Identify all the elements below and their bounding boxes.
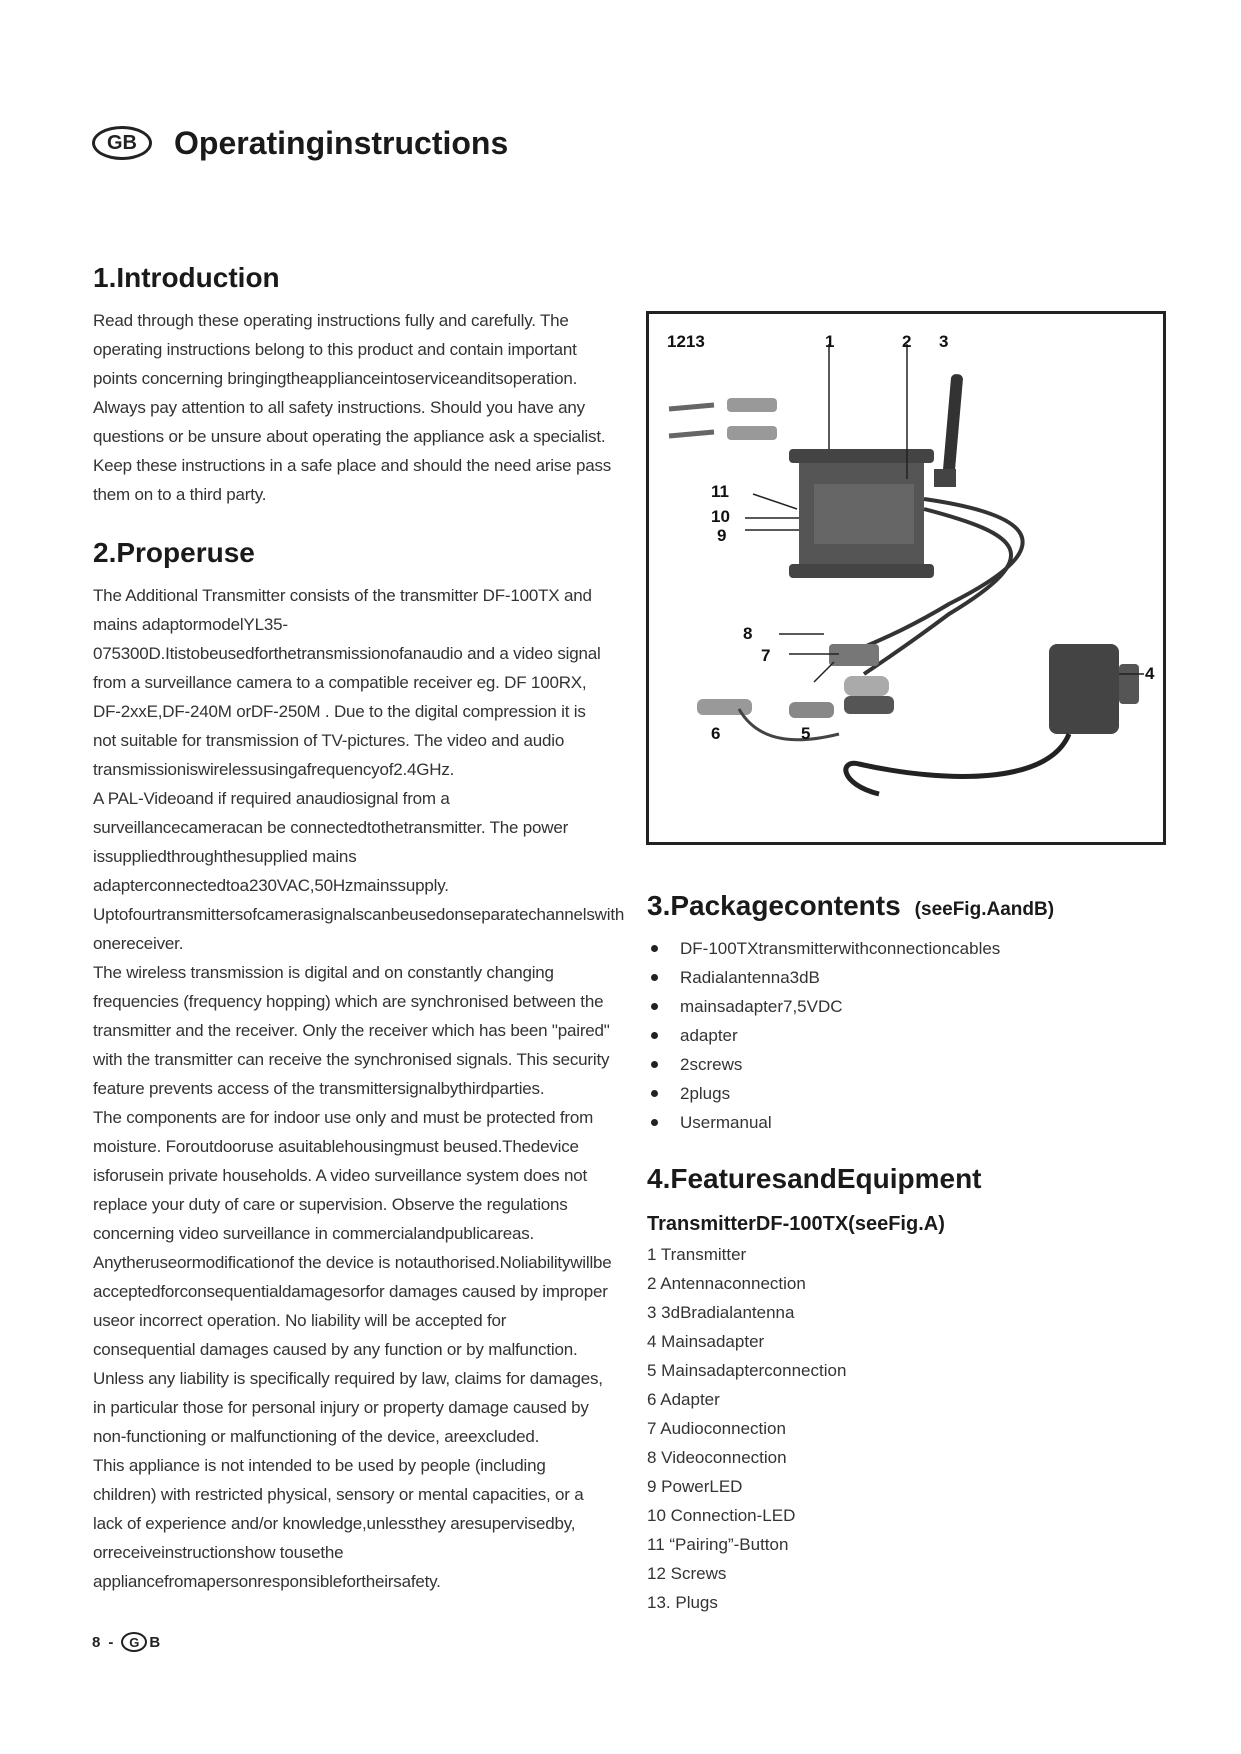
package-list — [647, 934, 1147, 1137]
fig-label-8: 8 — [743, 624, 753, 643]
intro-body — [93, 306, 613, 509]
list-item: 9 PowerLED — [647, 1477, 743, 1496]
list-item: 13. Plugs — [647, 1593, 718, 1612]
list-item: 7 Audioconnection — [647, 1419, 786, 1438]
language-badge: GB — [92, 126, 152, 160]
fig-label-6: 6 — [711, 724, 721, 743]
features-subtitle: TransmitterDF-100TX(seeFig.A) — [647, 1213, 945, 1235]
bullet-icon — [651, 1032, 658, 1039]
list-item: DF-100TXtransmitterwithconnectioncables — [647, 934, 1147, 963]
footer-dash: - — [108, 1633, 114, 1651]
proper-use-paragraph: The components are for indoor use only and must be protected from moisture. Foroutdooruse asuitablehousingmust beused.Thedevice isforusein private households. A video surveillance system does not replace your duty of care or supervision. Observe the regulations concerning video surveillance in commercialandpublicareas. — [93, 1108, 594, 1243]
package-title-note: (seeFig.AandB) — [914, 899, 1055, 920]
right-column — [647, 890, 1147, 1617]
left-column — [93, 262, 625, 1596]
package-title-text: 3.Packagecontents — [647, 890, 901, 921]
list-item: 6 Adapter — [647, 1390, 720, 1409]
fig-label-5: 5 — [801, 724, 811, 743]
proper-use-paragraph: This appliance is not intended to be used by people (including children) with restricted physical, sensory or mental capacities, or a lack of experience and/or knowledge,unlessthey aresupervisedby, orreceiveinstructionshow tousethe appliancefromapersonresponsiblefortheirsafety. — [93, 1456, 584, 1591]
list-item: mainsadapter7,5VDC — [647, 992, 1147, 1021]
list-item: Usermanual — [647, 1108, 1147, 1137]
list-item: 12 Screws — [647, 1564, 727, 1583]
bullet-icon — [651, 1090, 658, 1097]
fig-label-7: 7 — [761, 646, 771, 665]
list-item: 2screws — [647, 1050, 1147, 1079]
bullet-icon — [651, 945, 658, 952]
page-title: Operatinginstructions — [174, 124, 509, 161]
fig-label-2: 2 — [902, 332, 912, 351]
fig-label-9: 9 — [717, 526, 727, 545]
list-item: 3 3dBradialantenna — [647, 1303, 795, 1322]
list-item: 2 Antennaconnection — [647, 1274, 806, 1293]
list-item: 11 “Pairing”-Button — [647, 1535, 789, 1554]
page-footer — [92, 1632, 160, 1652]
list-item: adapter — [647, 1021, 1147, 1050]
fig-label-3: 3 — [939, 332, 949, 351]
proper-use-paragraph: The wireless transmission is digital and on constantly changing frequencies (frequency hopping) which are synchronised between the transmitter and the receiver. Only the receiver which has been "paired" with the transmitter can receive the synchronised signals. This security feature prevents access of the transmittersignalbythirdparties. — [93, 963, 610, 1098]
page-number: 8 — [92, 1633, 101, 1651]
fig-label-4: 4 — [1145, 664, 1155, 683]
product-figure — [646, 311, 1166, 845]
screws-illustration — [669, 405, 714, 436]
proper-use-paragraph: The Additional Transmitter consists of the transmitter DF-100TX and mains adaptormodelYL35-075300D.Itistobeusedforthetransmissionofanaudio and a video signal from a surveillance camera to a compatible receiver eg. DF 100RX, DF-2xxE,DF-240M orDF-250M . Due to the digital compression it is not suitable for transmission of TV-pictures. The video and audio transmissioniswirelessusingafrequencyof2.4GHz. — [93, 586, 601, 779]
features-title: 4.FeaturesandEquipment — [647, 1163, 982, 1194]
transmitter-illustration — [789, 449, 934, 578]
mains-adapter-illustration — [739, 644, 1139, 794]
proper-use-paragraph: Uptofourtransmittersofcamerasignalscanbeusedonseparatechannelswith onereceiver. — [93, 905, 625, 953]
intro-paragraph: Read through these operating instructions fully and carefully. The operating instructions belong to this product and contain important points concerning bringingtheapplianceintoserviceanditsoperation. — [93, 311, 578, 388]
bullet-icon — [651, 974, 658, 981]
antenna-illustration — [934, 374, 963, 487]
product-illustration — [649, 314, 1163, 842]
proper-use-body — [93, 581, 625, 1596]
footer-language-badge: G — [121, 1632, 147, 1652]
list-item: 2plugs — [647, 1079, 1147, 1108]
list-item: 5 Mainsadapterconnection — [647, 1361, 847, 1380]
fig-label-1: 1 — [825, 332, 835, 351]
proper-use-paragraph: Anytheruseormodificationof the device is notauthorised.Noliabilitywillbe acceptedforconsequentialdamagesorfor damages caused by improper useor incorrect operation. No liability will be accepted for consequential damages caused by any function or by malfunction. Unless any liability is specifically required by law, claims for damages, in particular those for personal injury or property damage caused by non-functioning or malfunctioning of the device, areexcluded. — [93, 1253, 612, 1446]
bullet-icon — [651, 1003, 658, 1010]
list-item: Radialantenna3dB — [647, 963, 1147, 992]
list-item: 1 Transmitter — [647, 1245, 747, 1264]
page-header — [92, 118, 508, 168]
intro-title: 1.Introduction — [93, 262, 280, 293]
footer-language-suffix: B — [149, 1633, 161, 1651]
plugs-illustration — [727, 398, 777, 440]
fig-label-12-13: 1213 — [667, 332, 705, 351]
fig-label-10: 10 — [711, 507, 730, 526]
features-list — [647, 1240, 1147, 1617]
proper-use-paragraph: A PAL-Videoand if required anaudiosignal from a surveillancecameracan be connectedtothetransmitter. The power issuppliedthroughthesupplied mains adapterconnectedtoa230VAC,50Hzmainssupply. — [93, 789, 569, 895]
bullet-icon — [651, 1061, 658, 1068]
list-item: 4 Mainsadapter — [647, 1332, 765, 1351]
list-item: 8 Videoconnection — [647, 1448, 787, 1467]
list-item: 10 Connection-LED — [647, 1506, 796, 1525]
proper-use-title: 2.Properuse — [93, 537, 255, 568]
package-title — [647, 890, 1147, 922]
fig-label-11: 11 — [711, 482, 729, 501]
intro-paragraph: Always pay attention to all safety instructions. Should you have any questions or be unsure about operating the appliance ask a specialist. Keep these instructions in a safe place and should the need arise pass them on to a third party. — [93, 398, 612, 504]
bullet-icon — [651, 1119, 658, 1126]
